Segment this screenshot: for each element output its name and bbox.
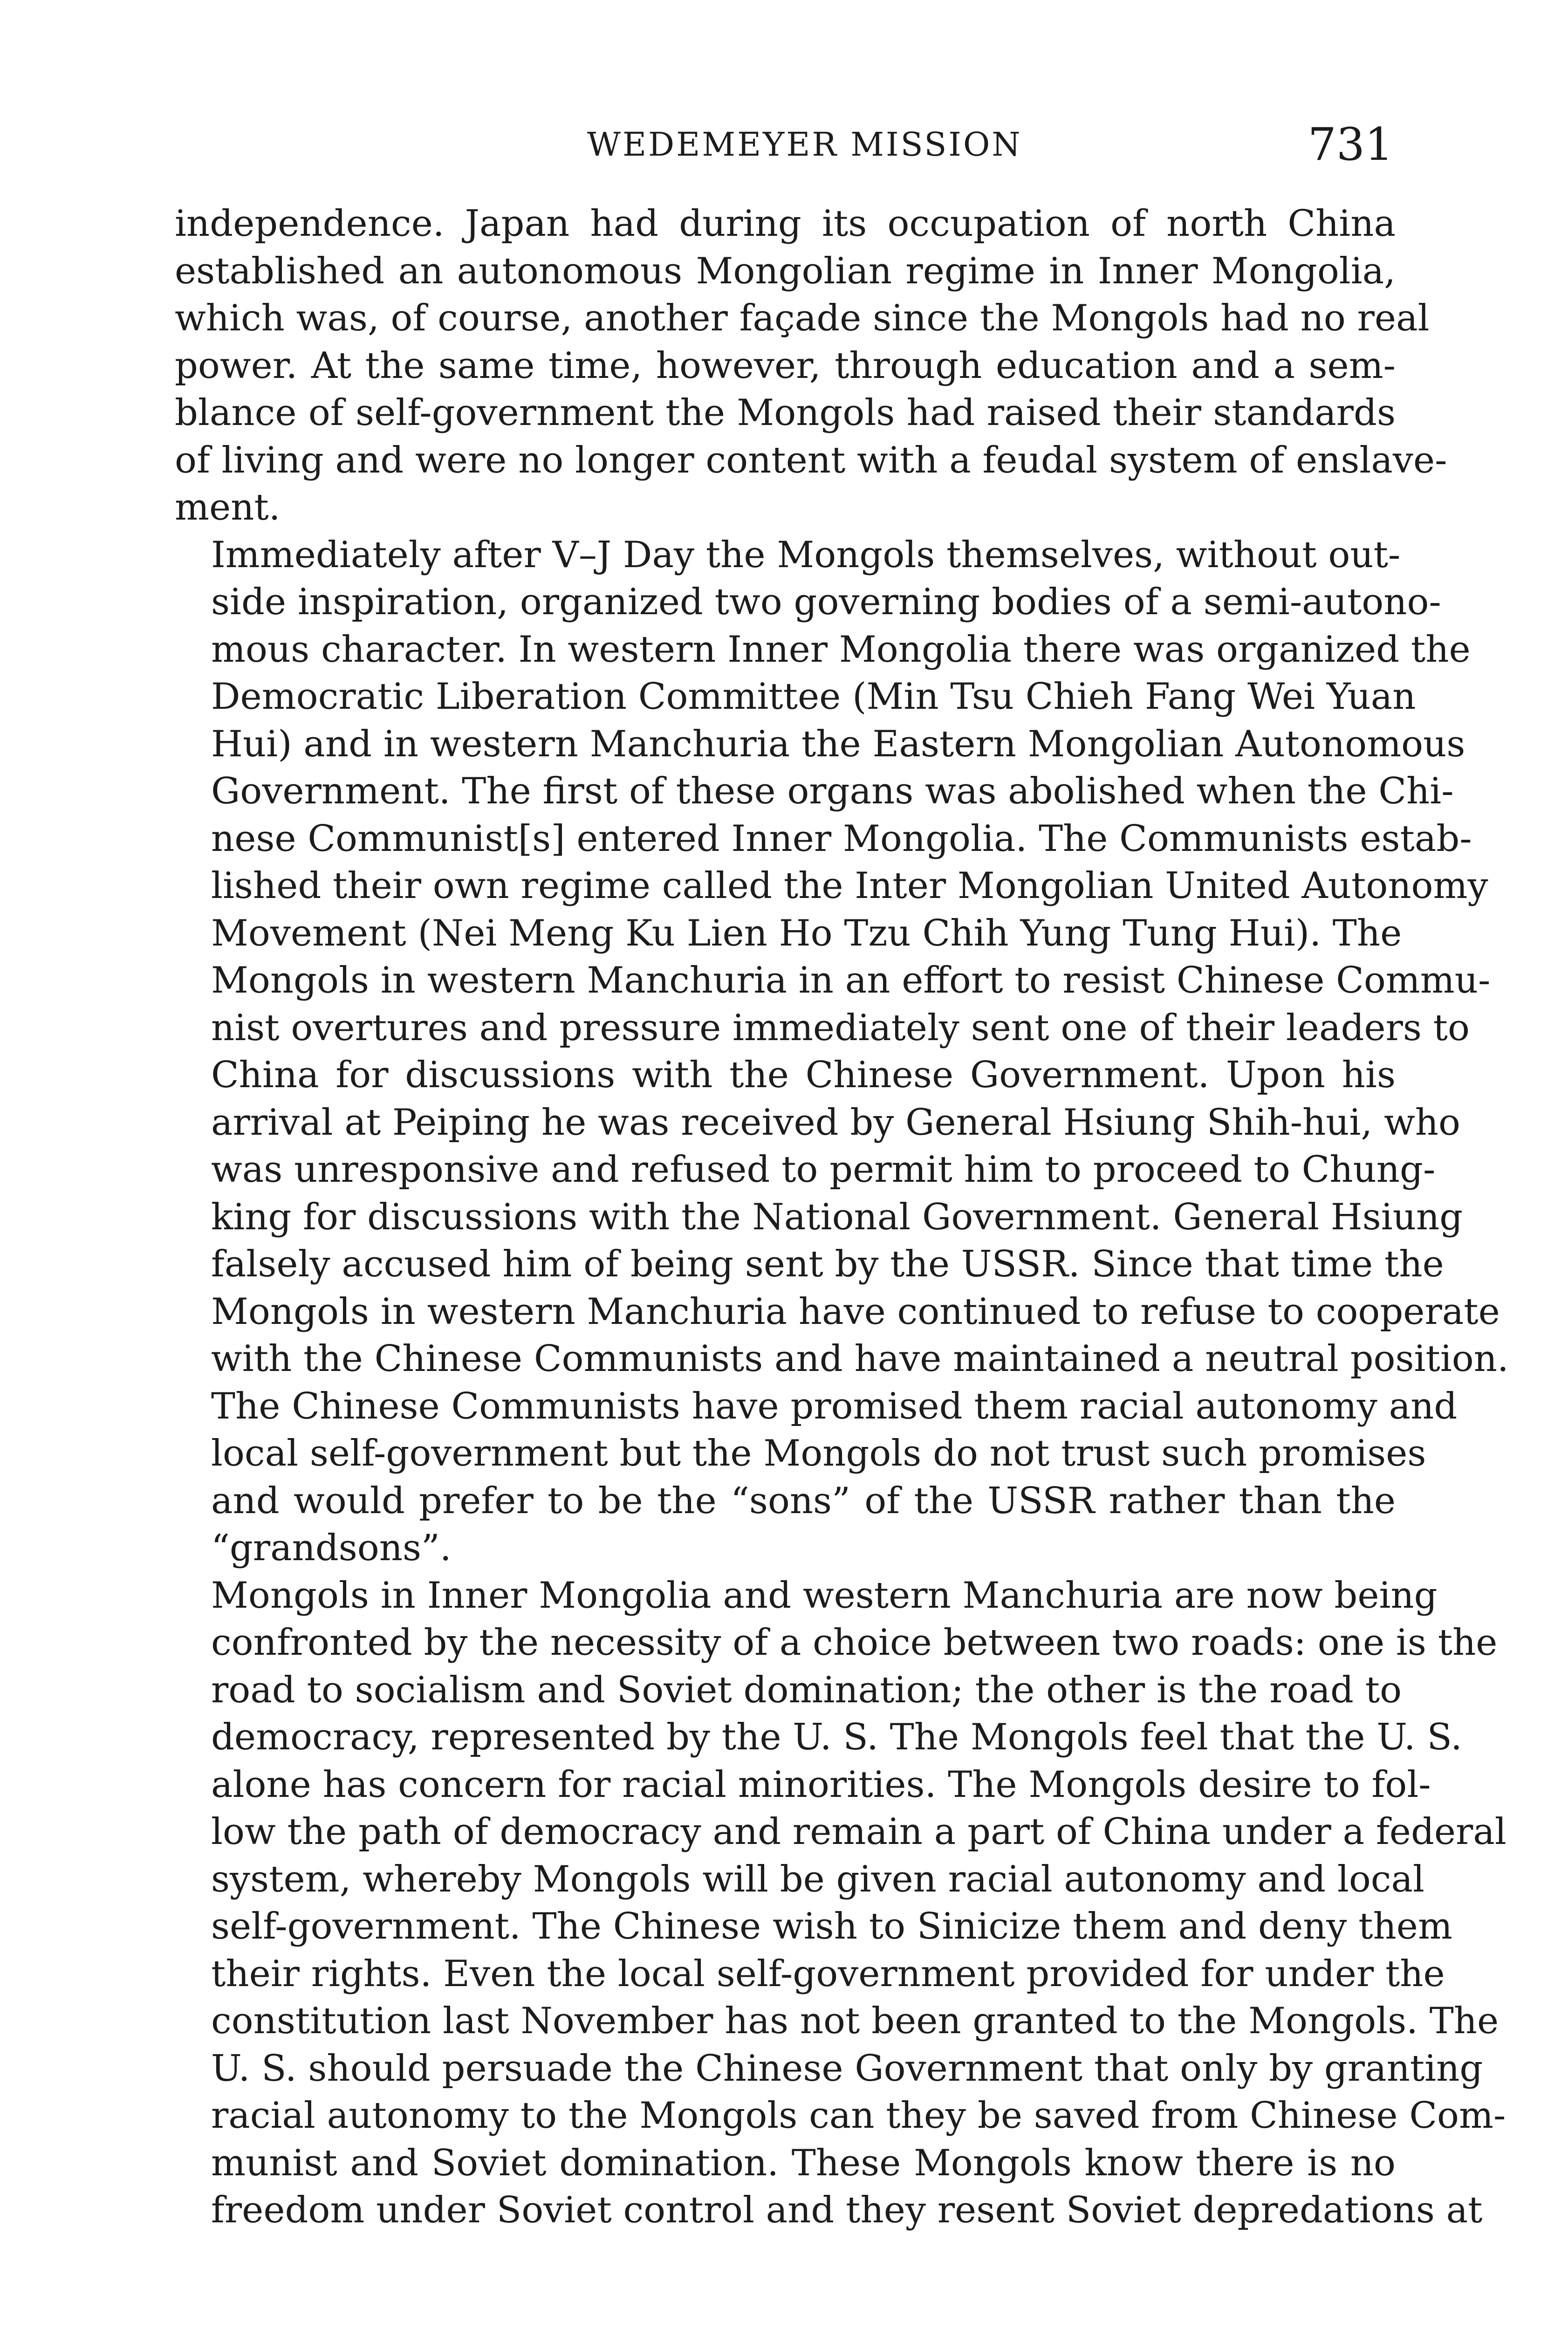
text-line: with the Chinese Communists and have maintained a neutral position. xyxy=(211,1338,1509,1380)
text-line: Movement (Nei Meng Ku Lien Ho Tzu Chih Yung Tung Hui). The xyxy=(211,912,1402,954)
text-line: their rights. Even the local self-government provided for under the xyxy=(211,1953,1445,1995)
running-header-title: WEDEMEYER MISSION xyxy=(587,125,1022,164)
text-line: freedom under Soviet control and they resent Soviet depredations at xyxy=(211,2189,1483,2231)
text-line: and would prefer to be the “sons” of the USSR rather than the xyxy=(211,1480,1396,1522)
text-line: Mongols in western Manchuria in an effort to resist Chinese Commu- xyxy=(211,959,1491,1001)
page-number: 731 xyxy=(1308,118,1393,171)
text-line: democracy, represented by the U. S. The Mongols feel that the U. S. xyxy=(211,1716,1462,1758)
text-line: independence. Japan had during its occupation of north China xyxy=(175,203,1396,245)
text-line: Immediately after V–J Day the Mongols themselves, without out- xyxy=(211,534,1401,576)
text-line: lished their own regime called the Inter Mongolian United Autonomy xyxy=(211,865,1488,907)
text-line: local self-government but the Mongols do not trust such promises xyxy=(211,1432,1426,1474)
text-line: The Chinese Communists have promised them racial autonomy and xyxy=(211,1385,1458,1427)
text-line: mous character. In western Inner Mongolia there was organized the xyxy=(211,628,1471,671)
text-line: falsely accused him of being sent by the USSR. Since that time the xyxy=(211,1243,1444,1285)
text-line: king for discussions with the National Government. General Hsiung xyxy=(211,1196,1463,1238)
text-line: ment. xyxy=(175,487,281,528)
text-line: Mongols in western Manchuria have continued to refuse to cooperate xyxy=(211,1290,1500,1333)
text-line: self-government. The Chinese wish to Sinicize them and deny them xyxy=(211,1905,1452,1947)
text-line: munist and Soviet domination. These Mongols know there is no xyxy=(211,2142,1396,2184)
text-line: arrival at Peiping he was received by General Hsiung Shih-hui, who xyxy=(211,1101,1460,1144)
text-line: Government. The first of these organs was abolished when the Chi- xyxy=(211,770,1454,812)
text-line: side inspiration, organized two governing bodies of a semi-autono- xyxy=(211,581,1441,623)
paragraph xyxy=(175,1572,1506,2234)
text-line: low the path of democracy and remain a part of China under a federal xyxy=(211,1811,1506,1853)
paragraph xyxy=(175,532,1509,1572)
text-line: constitution last November has not been granted to the Mongols. The xyxy=(211,2000,1499,2042)
text-line: Mongols in Inner Mongolia and western Manchuria are now being xyxy=(211,1574,1438,1617)
paragraph xyxy=(175,200,1447,532)
text-line: nist overtures and pressure immediately sent one of their leaders to xyxy=(211,1007,1470,1049)
text-line: road to socialism and Soviet domination; the other is the road to xyxy=(211,1669,1402,1711)
text-line: Hui) and in western Manchuria the Eastern Mongolian Autonomous xyxy=(211,723,1465,765)
text-line: power. At the same time, however, through education and a sem- xyxy=(175,344,1396,387)
text-line: established an autonomous Mongolian regime in Inner Mongolia, xyxy=(175,250,1396,292)
text-line: racial autonomy to the Mongols can they be saved from Chinese Com- xyxy=(211,2095,1506,2137)
text-line: of living and were no longer content with a feudal system of enslave- xyxy=(175,439,1447,481)
text-line: alone has concern for racial minorities. The Mongols desire to fol- xyxy=(211,1763,1431,1806)
text-line: confronted by the necessity of a choice between two roads: one is the xyxy=(211,1622,1498,1664)
text-line: was unresponsive and refused to permit him to proceed to Chung- xyxy=(211,1149,1436,1191)
text-line: which was, of course, another façade since the Mongols had no real xyxy=(175,297,1430,339)
body-text xyxy=(175,200,1509,2234)
text-line: nese Communist[s] entered Inner Mongolia. The Communists estab- xyxy=(211,817,1472,860)
text-line: U. S. should persuade the Chinese Government that only by granting xyxy=(211,2047,1483,2090)
text-line: Democratic Liberation Committee (Min Tsu Chieh Fang Wei Yuan xyxy=(211,676,1416,718)
text-line: system, whereby Mongols will be given racial autonomy and local xyxy=(211,1858,1424,1900)
text-line: “grandsons”. xyxy=(211,1527,452,1569)
text-line: blance of self-government the Mongols had raised their standards xyxy=(175,392,1396,434)
text-line: China for discussions with the Chinese Government. Upon his xyxy=(211,1054,1396,1096)
